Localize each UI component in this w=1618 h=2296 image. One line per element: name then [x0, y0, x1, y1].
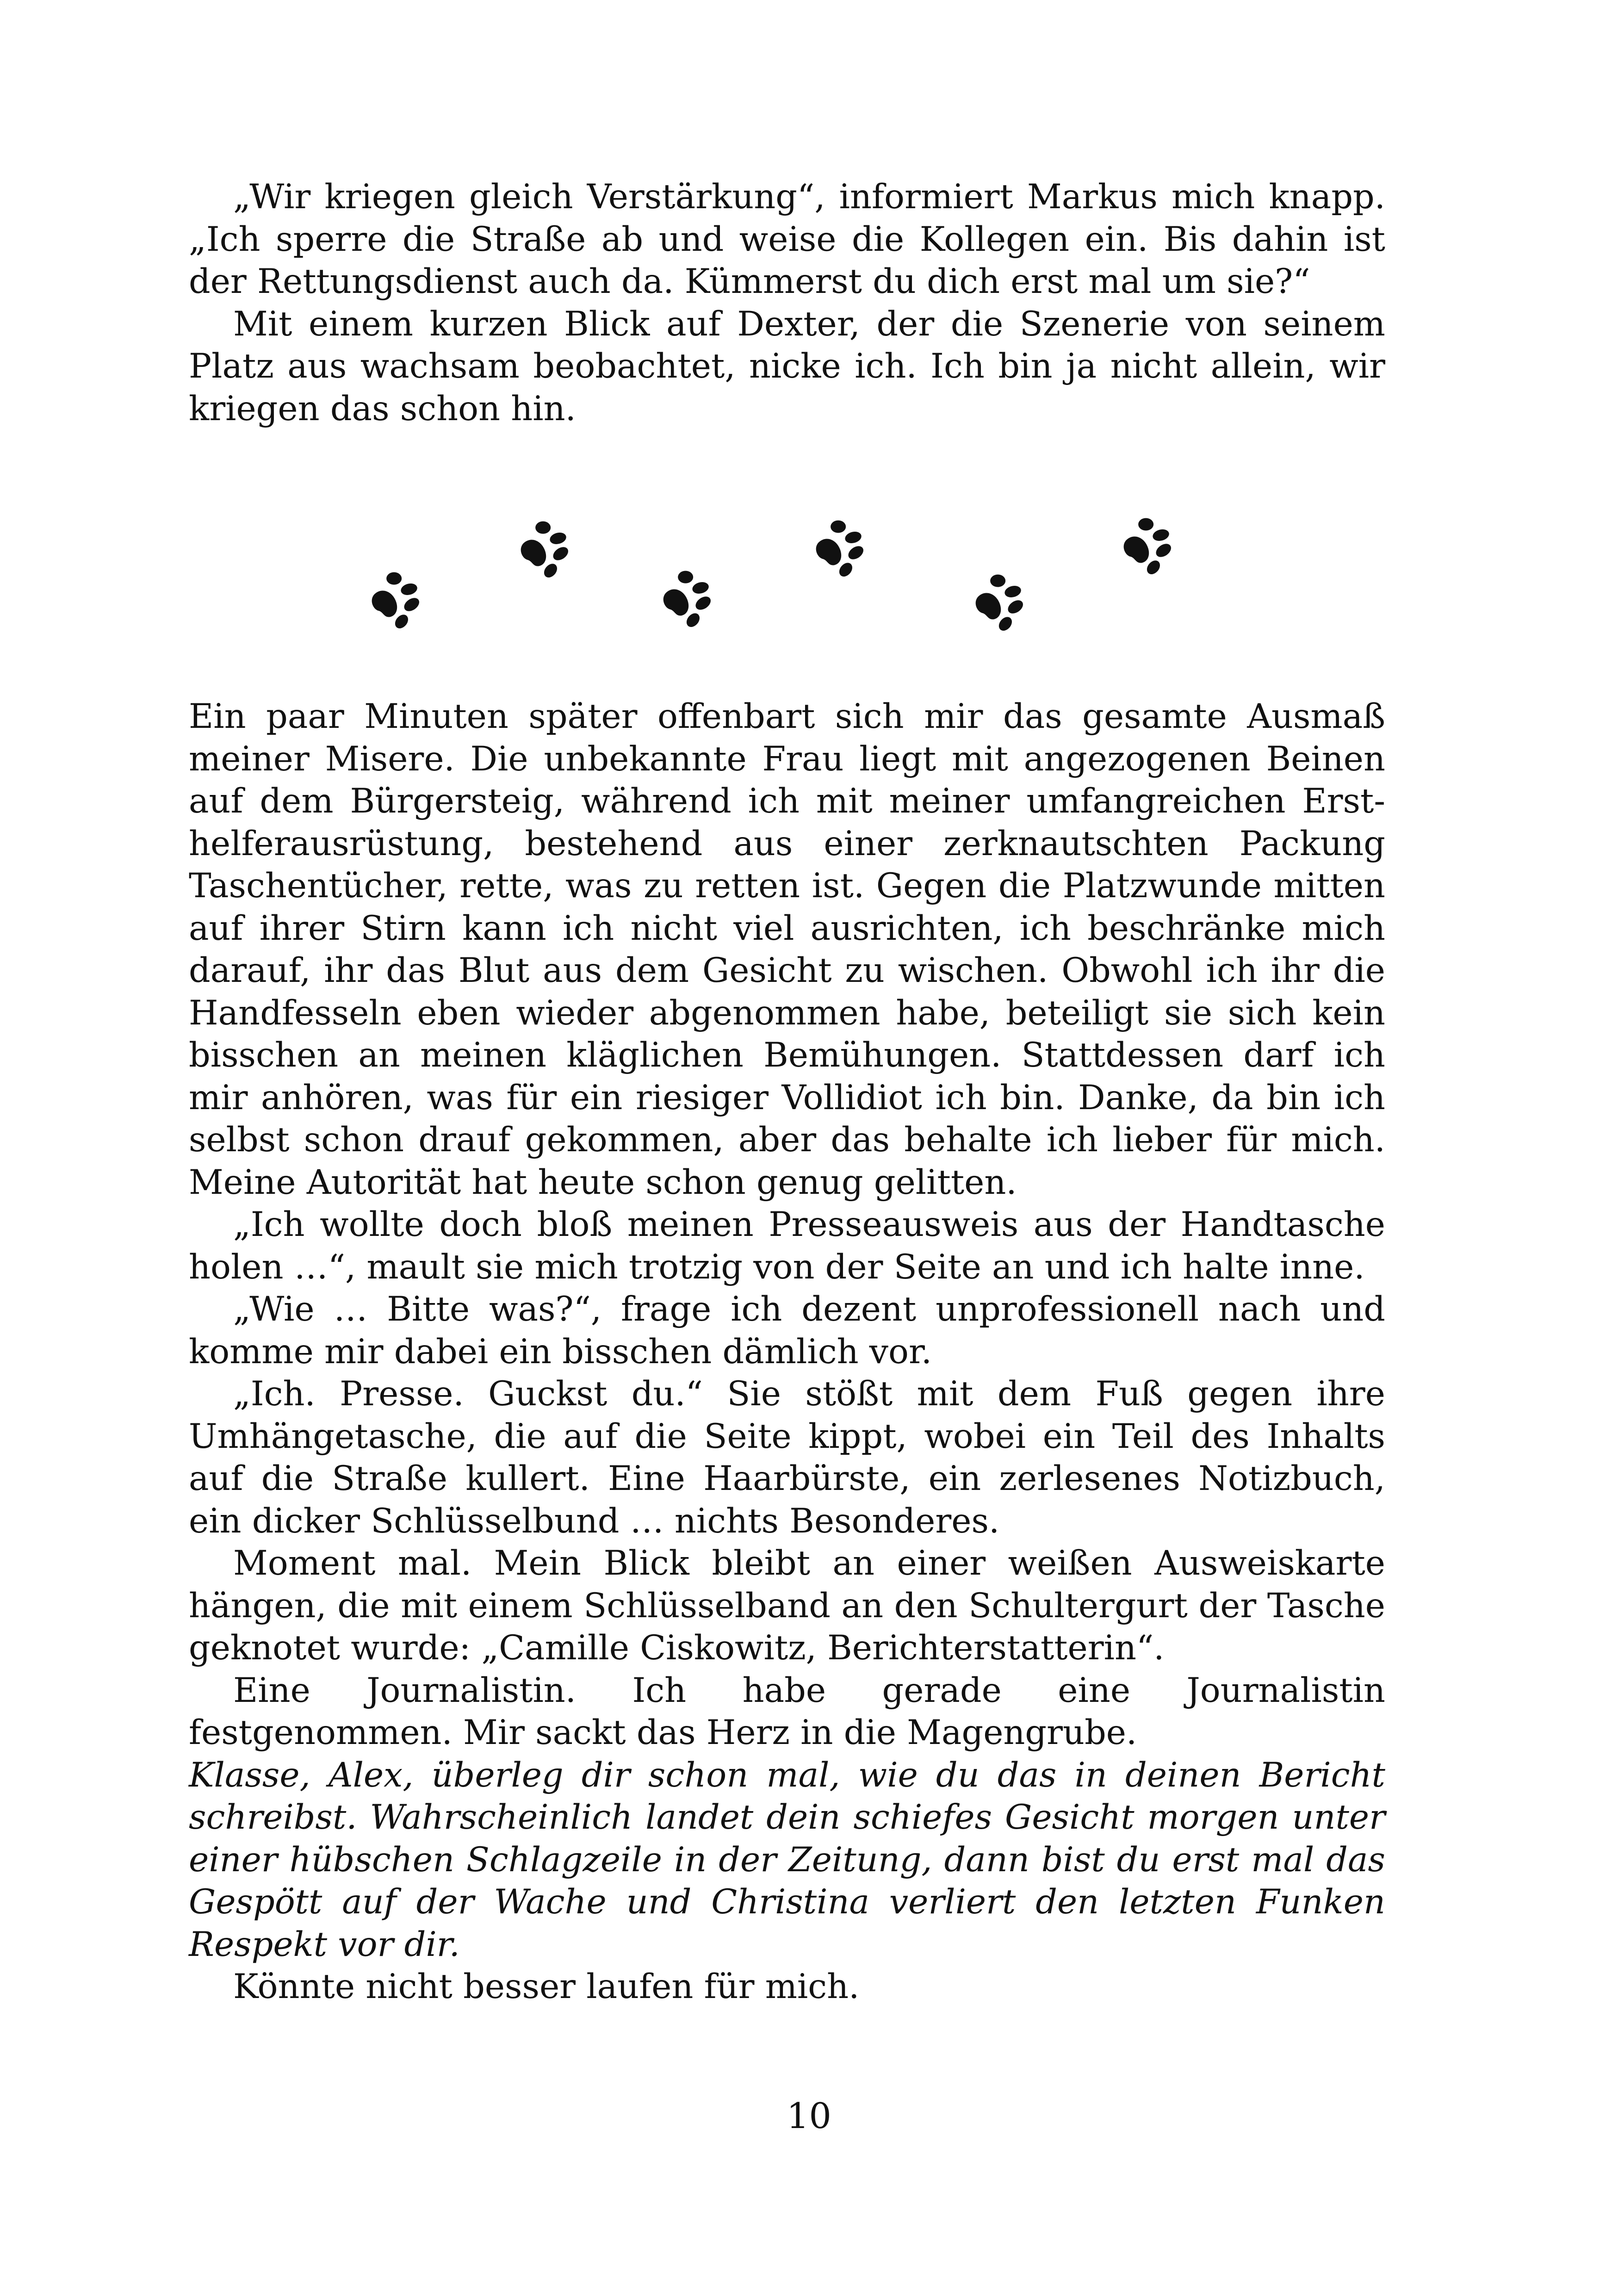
paw-print-icon	[512, 514, 582, 583]
paw-print-icon	[1115, 510, 1184, 580]
paragraph: „Ich wollte doch bloß meinen Presseausweis aus der Handtasche holen …“, mault sie mich trotzig von der Seite an und ich halte inne.	[189, 1205, 1385, 1287]
paragraph: „Wie … Bitte was?“, frage ich dezent unprofessionell nach und komme mir dabei ein bisschen dämlich vor.	[189, 1290, 1385, 1371]
paragraph: Ein paar Minuten später offenbart sich mir das gesamte Ausmaß meiner Misere. Die unbekannte Frau liegt mit angezogenen Beinen auf dem Bürgersteig, während ich mit meiner umfangreichen Ersthelferausrüstung, bestehend aus einer zerknautschten Packung Taschentücher, rette, was zu retten ist. Gegen die Platzwunde mitten auf ihrer Stirn kann ich nicht viel ausrichten, ich beschränke mich darauf, ihr das Blut aus dem Gesicht zu wischen. Obwohl ich ihr die Handfesseln eben wieder abgenommen habe, beteiligt sie sich kein bisschen an meinen kläglichen Bemühungen. Stattdessen darf ich mir anhören, was für ein riesiger Vollidiot ich bin. Danke, da bin ich selbst schon drauf gekommen, aber das behalte ich lieber für mich. Meine Autorität hat heute schon genug gelitten.	[189, 697, 1385, 1202]
top-text-block	[189, 176, 1385, 430]
paragraph: Moment mal. Mein Blick bleibt an einer weißen Ausweiskarte hängen, die mit einem Schlüsselband an den Schultergurt der Tasche geknotet wurde: „Camille Ciskowitz, Berichterstatterin“.	[189, 1544, 1385, 1668]
paragraph: Könnte nicht besser laufen für mich.	[233, 1967, 860, 2006]
paw-print-icon	[655, 563, 724, 633]
paw-print-icon	[967, 567, 1036, 636]
paragraph: Mit einem kurzen Blick auf Dexter, der die Szenerie von seinem Platz aus wachsam beobachtet, nicke ich. Ich bin ja nicht allein, wir kriegen das schon hin.	[189, 304, 1385, 428]
paw-print-icon	[363, 565, 433, 634]
main-text-block	[189, 695, 1385, 2008]
italic-paragraph: Klasse, Alex, überleg dir schon mal, wie du das in deinen Bericht schreibst. Wahrscheinlich landet dein schiefes Gesicht morgen unter einer hübschen Schlagzeile in der Zeitung, dann bist du erst mal das Gespött auf der Wache und Christina verliert den letzten Funken Respekt vor dir.	[189, 1755, 1385, 1964]
paragraph: „Ich. Presse. Guckst du.“ Sie stößt mit dem Fuß gegen ihre Umhängetasche, die auf die Seite kippt, wobei ein Teil des Inhalts auf die Straße kullert. Eine Haarbürste, ein zerlesenes Notizbuch, ein dicker Schlüsselbund … nichts Besonderes.	[189, 1374, 1385, 1541]
paw-print-icon	[807, 513, 877, 582]
paragraph: „Wir kriegen gleich Verstärkung“, informiert Markus mich knapp. „Ich sperre die Straße ab und weise die Kollegen ein. Bis dahin ist der Rettungsdienst auch da. Kümmerst du dich erst mal um sie?“	[189, 177, 1385, 301]
page-number: 10	[787, 2095, 831, 2136]
paragraph: Eine Journalistin. Ich habe gerade eine Journalistin festgenommen. Mir sackt das Herz in die Magengrube.	[189, 1670, 1385, 1752]
